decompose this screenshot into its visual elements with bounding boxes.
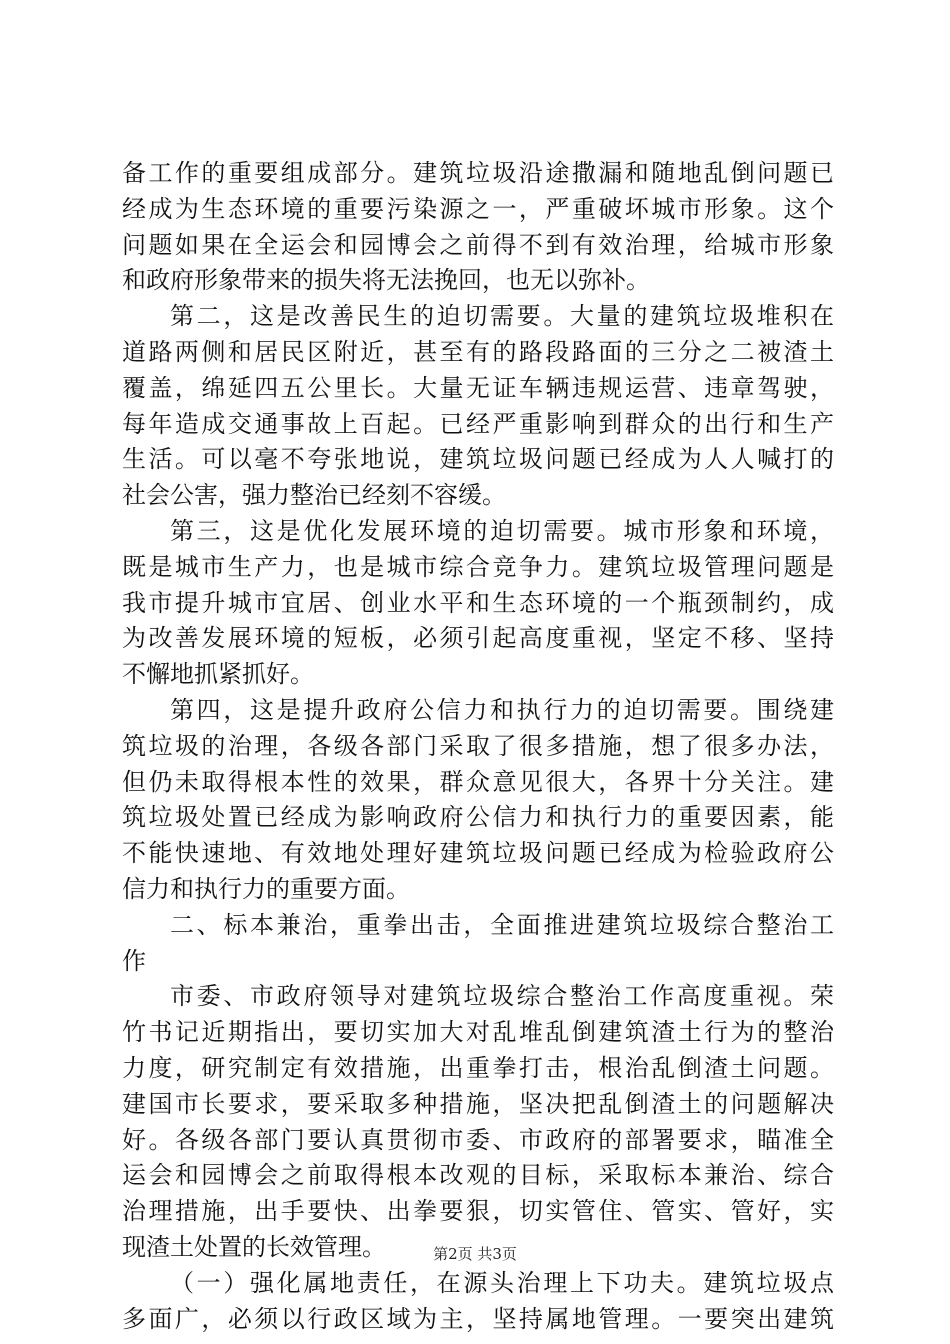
text-line: 多面广，必须以行政区域为主，坚持属地管理。一要突出建筑 [122, 1304, 834, 1333]
text-line: 不能快速地、有效地处理好建筑垃圾问题已经成为检验政府公 [122, 839, 834, 868]
text-line: 但仍未取得根本性的效果，群众意见很大，各界十分关注。建 [122, 767, 834, 796]
text-line: 覆盖，绵延四五公里长。大量无证车辆违规运营、违章驾驶， [122, 373, 834, 402]
text-line: （一）强化属地责任，在源头治理上下功夫。建筑垃圾点 [170, 1268, 834, 1297]
text-line: 备工作的重要组成部分。建筑垃圾沿途撒漏和随地乱倒问题已 [122, 159, 834, 187]
text-line: 既是城市生产力，也是城市综合竞争力。建筑垃圾管理问题是 [122, 552, 834, 581]
text-line: 好。各级各部门要认真贯彻市委、市政府的部署要求，瞄准全 [122, 1125, 834, 1154]
text-line: 筑垃圾的治理，各级各部门采取了很多措施，想了很多办法， [122, 731, 834, 760]
text-line: 道路两侧和居民区附近，甚至有的路段路面的三分之二被渣土 [122, 337, 834, 366]
text-line: 第三，这是优化发展环境的迫切需要。城市形象和环境， [170, 516, 834, 545]
text-line: 第四，这是提升政府公信力和执行力的迫切需要。围绕建 [170, 695, 834, 724]
text-line: 现渣土处置的长效管理。 [122, 1232, 386, 1261]
text-line: 市委、市政府领导对建筑垃圾综合整治工作高度重视。荣 [170, 982, 834, 1011]
text-line: 为改善发展环境的短板，必须引起高度重视，坚定不移、坚持 [122, 624, 834, 653]
text-line: 我市提升城市宜居、创业水平和生态环境的一个瓶颈制约，成 [122, 588, 834, 617]
text-line: 信力和执行力的重要方面。 [122, 874, 410, 903]
text-line: 和政府形象带来的损失将无法挽回，也无以弥补。 [122, 266, 650, 295]
text-line: 建国市长要求，要采取多种措施，坚决把乱倒渣土的问题解决 [122, 1089, 834, 1118]
text-line: 每年造成交通事故上百起。已经严重影响到群众的出行和生产 [122, 409, 834, 438]
text-line: 第二，这是改善民生的迫切需要。大量的建筑垃圾堆积在 [170, 302, 834, 331]
text-line: 作 [122, 946, 146, 975]
text-line: 竹书记近期指出，要切实加大对乱堆乱倒建筑渣土行为的整治 [122, 1018, 834, 1047]
text-line: 生活。可以毫不夸张地说，建筑垃圾问题已经成为人人喊打的 [122, 445, 834, 474]
text-line: 运会和园博会之前取得根本改观的目标，采取标本兼治、综合 [122, 1161, 834, 1190]
text-line: 力度，研究制定有效措施，出重拳打击，根治乱倒渣土问题。 [122, 1053, 834, 1082]
text-line: 问题如果在全运会和园博会之前得不到有效治理，给城市形象 [122, 230, 834, 259]
text-line: 社会公害，强力整治已经刻不容缓。 [122, 481, 506, 510]
text-line: 不懈地抓紧抓好。 [122, 660, 314, 689]
text-line: 筑垃圾处置已经成为影响政府公信力和执行力的重要因素，能 [122, 803, 834, 832]
page-footer: 第2页 共3页 [433, 1245, 517, 1263]
text-line: 经成为生态环境的重要污染源之一，严重破坏城市形象。这个 [122, 194, 834, 223]
text-line: 二、标本兼治，重拳出击，全面推进建筑垃圾综合整治工 [170, 910, 834, 939]
text-line: 治理措施，出手要快、出拳要狠，切实管住、管实、管好，实 [122, 1197, 834, 1226]
document-body [122, 156, 834, 1337]
